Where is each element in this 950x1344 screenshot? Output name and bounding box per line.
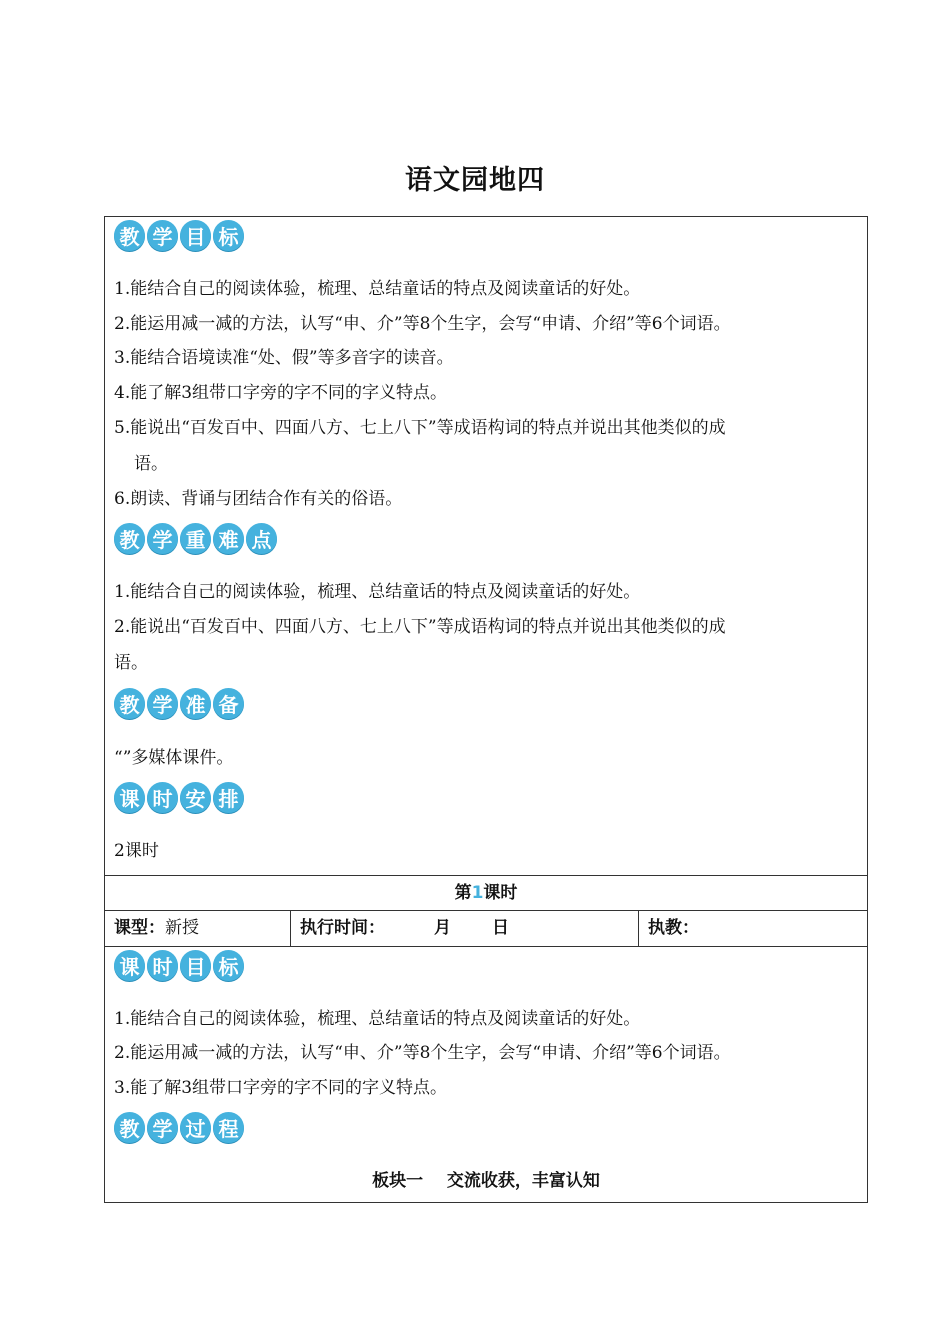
lesson-goal-item: 2.能运用减一减的方法，认写“申、介”等8个生字，会写“申请、介绍”等6个词语。 xyxy=(114,1043,731,1063)
badge-teaching-goals: 教 学 目 标 xyxy=(114,220,244,251)
keypoint-item-continuation: 语。 xyxy=(114,653,148,673)
badge-preparation: 教 学 准 备 xyxy=(114,688,244,719)
goal-item: 1.能结合自己的阅读体验，梳理、总结童话的特点及阅读童话的好处。 xyxy=(114,279,641,299)
lesson-goal-item: 3.能了解3组带口字旁的字不同的字义特点。 xyxy=(114,1078,448,1098)
lesson-type-value: 新授 xyxy=(165,918,199,938)
schedule-text: 2课时 xyxy=(114,841,159,861)
table-divider xyxy=(290,910,291,946)
goal-item: 6.朗读、背诵与团结合作有关的俗语。 xyxy=(114,489,403,509)
preparation-text: “”多媒体课件。 xyxy=(114,748,234,768)
badge-schedule: 课 时 安 排 xyxy=(114,782,244,813)
badge-teaching-process: 教 学 过 程 xyxy=(114,1112,244,1143)
keypoint-item: 2.能说出“百发百中、四面八方、七上八下”等成语构词的特点并说出其他类似的成 xyxy=(114,617,726,637)
goal-item: 3.能结合语境读准“处、假”等多音字的读音。 xyxy=(114,348,454,368)
execution-time-label: 执行时间： xyxy=(300,918,385,938)
day-label: 日 xyxy=(492,918,509,938)
month-label: 月 xyxy=(434,918,451,938)
lesson-goal-item: 1.能结合自己的阅读体验，梳理、总结童话的特点及阅读童话的好处。 xyxy=(114,1009,641,1029)
badge-key-points: 教 学 重 难 点 xyxy=(114,523,277,554)
goal-item-continuation: 语。 xyxy=(134,454,168,474)
lesson-type: 课型：新授 xyxy=(114,918,199,938)
goal-item: 4.能了解3组带口字旁的字不同的字义特点。 xyxy=(114,383,448,403)
table-divider xyxy=(638,910,639,946)
lesson-number: 1 xyxy=(471,883,484,903)
page-title: 语文园地四 xyxy=(405,165,545,196)
teacher-label: 执教： xyxy=(648,918,699,938)
goal-item: 5.能说出“百发百中、四面八方、七上八下”等成语构词的特点并说出其他类似的成 xyxy=(114,418,726,438)
badge-lesson-goals: 课 时 目 标 xyxy=(114,950,244,981)
keypoint-item: 1.能结合自己的阅读体验，梳理、总结童话的特点及阅读童话的好处。 xyxy=(114,582,641,602)
table-divider xyxy=(104,946,868,947)
goal-item: 2.能运用减一减的方法，认写“申、介”等8个生字，会写“申请、介绍”等6个词语。 xyxy=(114,314,731,334)
lesson-header: 第1课时 xyxy=(454,883,518,903)
section-heading: 板块一 交流收获，丰富认知 xyxy=(372,1171,600,1191)
